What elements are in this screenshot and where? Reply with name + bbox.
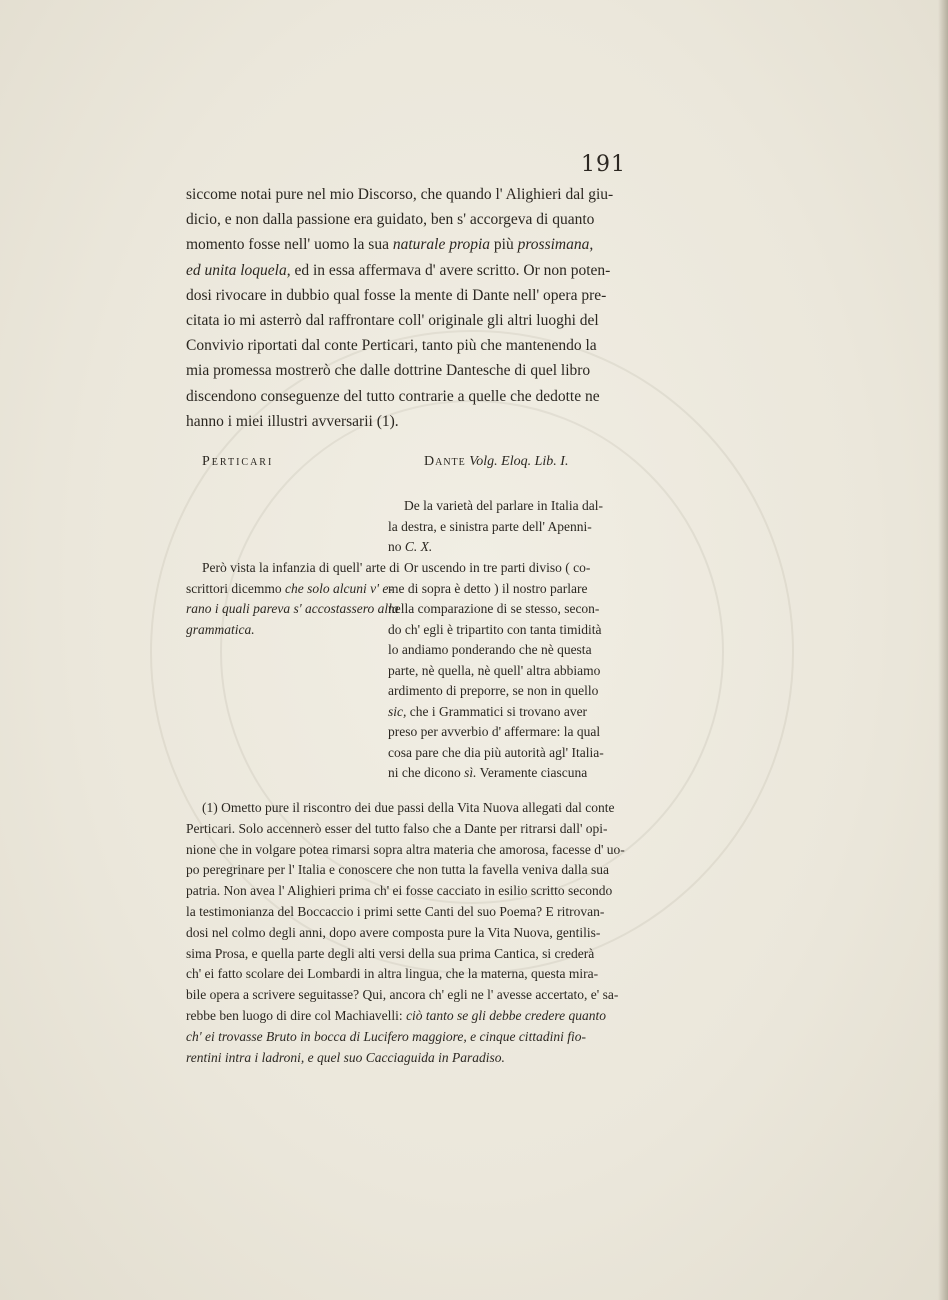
- footnote-italic: ch' ei trovasse Bruto in bocca di Lucifero maggiore, e cinque cittadini fio-: [186, 1028, 586, 1044]
- intro-line: hanno i miei illustri avversarii (1).: [186, 412, 399, 430]
- dante-line: do ch' egli è tripartito con tanta timidità: [388, 621, 602, 637]
- footnote-line: [186, 1006, 656, 1027]
- dante-line: [388, 763, 656, 784]
- dante-text: ni che dicono: [388, 765, 465, 780]
- right-heading-author: Dante: [424, 454, 466, 469]
- perticari-italic: rano i quali pareva s' accostassero alla: [186, 601, 399, 616]
- footnote-line: patria. Non avea l' Alighieri prima ch' ei fosse cacciato in esilio scritto secondo: [186, 883, 613, 899]
- dante-line: nella comparazione di se stesso, secon-: [388, 601, 600, 616]
- intro-line: [186, 232, 654, 257]
- footnote-line: [186, 1027, 656, 1048]
- intro-line: dicio, e non dalla passione era guidato, ben s' accorgeva di quanto: [186, 211, 595, 229]
- intro-text: più: [490, 236, 518, 254]
- footnote-line: [186, 1048, 656, 1069]
- footnote-line: po peregrinare per l' Italia e conoscere che non tutta la favella veniva dalla sua: [186, 862, 609, 878]
- page-edge-shadow: [938, 0, 948, 1300]
- intro-text: , ed in essa affermava d' avere scritto. Or non poten-: [286, 261, 611, 279]
- intro-paragraph: [186, 182, 654, 434]
- footnote-line: la testimonianza del Boccaccio i primi sette Canti del suo Poema? E ritrovan-: [186, 903, 605, 919]
- footnote: [186, 798, 656, 1068]
- dante-text: che i Grammatici si trovano aver: [406, 703, 588, 719]
- chapter-title-line: la destra, e sinistra parte dell' Apenni-: [388, 518, 592, 534]
- footnote-line: bile opera a scrivere seguitasse? Qui, ancora ch' egli ne l' avesse accertato, e' sa-: [186, 987, 619, 1003]
- footnote-line: (1) Ometto pure il riscontro dei due passi della Vita Nuova allegati dal conte: [202, 800, 615, 815]
- dante-italic: sic,: [388, 703, 407, 719]
- footnote-italic: rentini intra i ladroni, e quel suo Cacciaguida in Paradiso.: [186, 1049, 505, 1065]
- page-number: 191: [581, 152, 626, 177]
- perticari-text: scrittori dicemmo: [186, 580, 285, 596]
- chapter-title-line: De la varietà del parlare in Italia dal-: [404, 498, 604, 513]
- chapter-title-italic: C. X.: [404, 539, 433, 554]
- intro-line: citata io mi asterrò dal raffrontare coll' originale gli altri luoghi del: [186, 312, 599, 330]
- footnote-line: sima Prosa, e quella parte degli alti versi della sua prima Cantica, si crederà: [186, 945, 595, 961]
- footnote-line: Perticari. Solo accennerò esser del tutto falso che a Dante per ritrarsi dall' opi-: [186, 820, 608, 836]
- perticari-line: Però vista la infanzia di quell' arte di: [202, 560, 400, 575]
- footnote-italic: ciò tanto se gli debbe credere quanto: [406, 1007, 607, 1023]
- dante-line: [388, 702, 656, 723]
- perticari-line: [186, 579, 393, 600]
- chapter-title: [388, 496, 656, 558]
- intro-italic: prossimana,: [517, 236, 594, 254]
- footnote-line: ch' ei fatto scolare dei Lombardi in altra lingua, che la materna, questa mira-: [186, 966, 599, 982]
- footnote-line: nione che in volgare potea rimarsi sopra altra materia che amorosa, facesse d' uo-: [186, 841, 625, 857]
- dante-line: ardimento di preporre, se non in quello: [388, 683, 599, 698]
- dante-line: preso per avverbio d' affermare: la qual: [388, 724, 601, 739]
- intro-line: mia promessa mostrerò che dalle dottrine Dantesche di quel libro: [186, 362, 591, 380]
- perticari-quote: [186, 558, 400, 640]
- intro-line: siccome notai pure nel mio Discorso, che quando l' Alighieri dal giu-: [186, 186, 614, 203]
- perticari-line: [186, 620, 374, 641]
- intro-line: Convivio riportati dal conte Perticari, tanto più che mantenendo la: [186, 337, 597, 355]
- intro-italic: naturale propia: [392, 236, 491, 254]
- dante-italic: sì.: [464, 765, 477, 780]
- dante-line: lo andiamo ponderando che nè questa: [388, 642, 592, 657]
- perticari-italic: che solo alcuni v' e-: [284, 580, 393, 596]
- intro-text: momento fosse nell' uomo la sua: [186, 236, 393, 254]
- chapter-title-line: [388, 537, 656, 558]
- intro-italic: ed unita loquela: [186, 261, 287, 279]
- right-heading-work: Volg. Eloq. Lib. I.: [469, 454, 569, 469]
- dante-quote: [388, 558, 656, 784]
- perticari-line: [186, 599, 399, 620]
- footnote-text: rebbe ben luogo di dire col Machiavelli:: [186, 1007, 407, 1023]
- dante-line: Or uscendo in tre parti diviso ( co-: [404, 560, 591, 575]
- chapter-title-text: no: [388, 539, 405, 554]
- perticari-italic: grammatica.: [186, 621, 255, 637]
- dante-line: cosa pare che dia più autorità agl' Italia-: [388, 744, 604, 760]
- intro-line: discendono conseguenze del tutto contrarie a quelle che dedotte ne: [186, 387, 600, 405]
- left-column-heading: Perticari: [202, 454, 274, 469]
- dante-line: me di sopra è detto ) il nostro parlare: [388, 580, 588, 596]
- right-column-heading: [424, 454, 568, 470]
- dante-line: parte, nè quella, nè quell' altra abbiamo: [388, 662, 601, 678]
- intro-line: dosi rivocare in dubbio qual fosse la mente di Dante nell' opera pre-: [186, 286, 607, 304]
- intro-line: [186, 258, 654, 283]
- dante-text: Veramente ciascuna: [476, 765, 588, 780]
- footnote-line: dosi nel colmo degli anni, dopo avere composta pure la Vita Nuova, gentilis-: [186, 924, 601, 940]
